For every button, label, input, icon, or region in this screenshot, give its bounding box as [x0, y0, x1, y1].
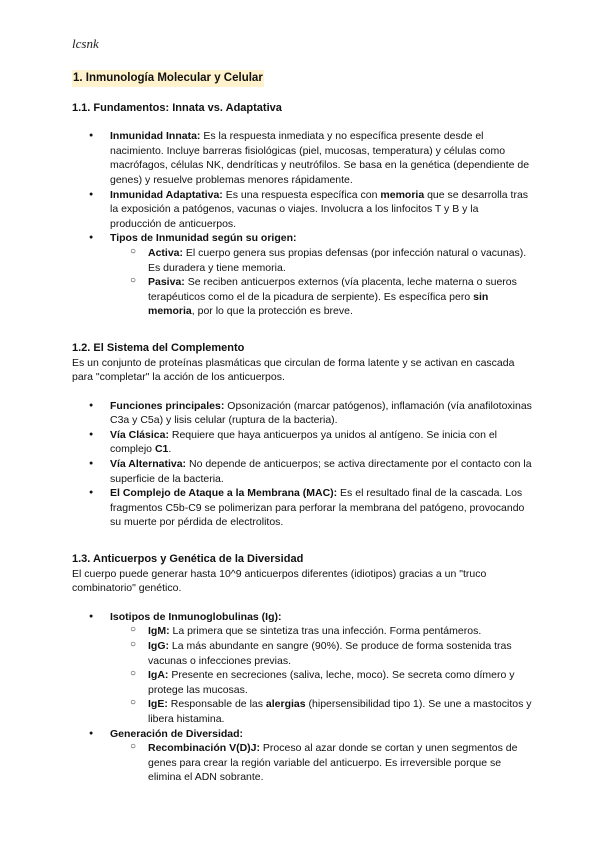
sublist-generacion [148, 741, 532, 785]
list-item-tipos [110, 231, 532, 319]
text-adaptativa-a: Es una respuesta específica con [222, 188, 381, 201]
label-recombinacion: Recombinación V(D)J: [148, 742, 261, 755]
text-pasiva-a: Se reciben anticuerpos externos (vía placenta, leche materna o sueros terapéuticos como el de la picadura de serpiente). Es específica pero [148, 276, 517, 303]
label-innata: Inmunidad Innata: [110, 130, 201, 143]
bold-c1: C1 [154, 443, 169, 456]
sublist-item-ige [148, 697, 532, 726]
label-tipos: Tipos de Inmunidad según su origen: [110, 232, 297, 245]
list-item-innata [110, 129, 532, 187]
label-activa: Activa: [148, 246, 184, 259]
text-recombinacion: Proceso al azar donde se cortan y unen segmentos de genes para crear la región variable del anticuerpo. Es irreversible porque se elimina el ADN sobrante. [148, 742, 518, 784]
text-funciones: Opsonización (marcar patógenos), inflamación (vía anafilotoxinas C3a y C5a) y lisis celular (ruptura de la bacteria). [110, 399, 532, 427]
list-item-adaptativa [110, 188, 532, 232]
bold-memoria: memoria [380, 188, 425, 201]
sublist-item-pasiva [148, 275, 532, 319]
section-title: 1. Inmunología Molecular y Celular [72, 70, 264, 87]
heading-1-1: 1.1. Fundamentos: Innata vs. Adaptativa [72, 101, 282, 114]
text-ige-b: (hipersensibilidad tipo 1). Se une a mastocitos y libera histamina. [148, 698, 532, 725]
text-via-clasica-a: Requiere que haya anticuerpos ya unidos al antígeno. Se inicia con el complejo [110, 428, 498, 456]
label-igg: IgG: [148, 640, 169, 652]
document-body [72, 70, 532, 785]
text-via-alternativa: No depende de anticuerpos; se activa directamente por el contacto con la superficie de la bacteria. [110, 458, 532, 485]
list-complemento [110, 399, 532, 530]
list-anticuerpos [110, 610, 532, 785]
sublist-item-iga [148, 668, 532, 697]
text-via-clasica-b: . [168, 443, 172, 456]
list-item-funciones [110, 399, 532, 428]
list-item-generacion [110, 727, 532, 785]
sublist-item-recombinacion [148, 741, 532, 785]
label-funciones: Funciones principales: [110, 399, 225, 412]
text-mac: Es el resultado final de la cascada. Los fragmentos C5b-C9 se polimerizan para perforar la membrana del patógeno, provocando su muerte por pérdida de electrolitos. [110, 487, 525, 529]
label-ige: IgE: [148, 698, 168, 711]
list-item-mac [110, 486, 532, 530]
bold-sin-memoria: sin memoria [148, 290, 489, 318]
intro-anticuerpos: El cuerpo puede generar hasta 10^9 anticuerpos diferentes (idiotipos) gracias a un "truco combinatorio" genético. [72, 567, 487, 595]
sublist-isotipos [148, 624, 532, 726]
label-iga: IgA: [148, 669, 169, 682]
author-header: lcsnk [72, 36, 99, 51]
heading-1-3: 1.3. Anticuerpos y Genética de la Diversidad [72, 553, 304, 566]
sublist-tipos [148, 246, 532, 319]
sublist-item-igg [148, 639, 532, 668]
bold-alergias: alergias [265, 698, 306, 711]
list-item-via-clasica [110, 428, 532, 457]
text-innata: Es la respuesta inmediata y no específica presente desde el nacimiento. Incluye barreras fisiológicas (piel, mucosas, temperatura) y células como macrófagos, células NK, dendríticas y neutrófilos. Se basa en la genética (dependiente de genes) y resuelve problemas menores rápidamente. [110, 130, 530, 186]
heading-1-2: 1.2. El Sistema del Complemento [72, 341, 245, 354]
text-igg: La más abundante en sangre (90%). Se produce de forma sostenida tras vacunas o infecciones previas. [148, 640, 512, 667]
text-ige-a: Responsable de las [167, 698, 266, 711]
list-item-via-alternativa [110, 457, 532, 486]
sublist-item-igm [148, 624, 532, 639]
label-adaptativa: Inmunidad Adaptativa: [110, 188, 223, 201]
label-igm: IgM: [148, 625, 170, 638]
label-generacion: Generación de Diversidad: [110, 727, 244, 740]
list-item-isotipos [110, 610, 532, 727]
label-pasiva: Pasiva: [148, 276, 185, 289]
text-activa: El cuerpo genera sus propias defensas (por infección natural o vacunas). Es duradera y tiene memoria. [148, 246, 527, 274]
text-igm: La primera que se sintetiza tras una infección. Forma pentámeros. [169, 625, 482, 638]
text-iga: Presente en secreciones (saliva, leche, moco). Se secreta como dímero y protege las mucosas. [148, 669, 515, 696]
label-via-alternativa: Vía Alternativa: [110, 458, 187, 471]
list-fundamentos [110, 129, 532, 319]
label-via-clasica: Vía Clásica: [110, 428, 169, 441]
text-pasiva-b: , por lo que la protección es breve. [191, 305, 353, 318]
text-adaptativa-b: que se desarrolla tras la exposición a patógenos, vacunas o viajes. Involucra a los linfocitos T y B y la producción de anticuerpos. [110, 188, 529, 230]
label-mac: El Complejo de Ataque a la Membrana (MAC): [110, 487, 338, 500]
label-isotipos: Isotipos de Inmunoglobulinas (Ig): [110, 610, 282, 623]
sublist-item-activa [148, 246, 532, 275]
intro-complemento: Es un conjunto de proteínas plasmáticas que circulan de forma latente y se activan en cascada para "completar" la acción de los anticuerpos. [72, 356, 515, 384]
